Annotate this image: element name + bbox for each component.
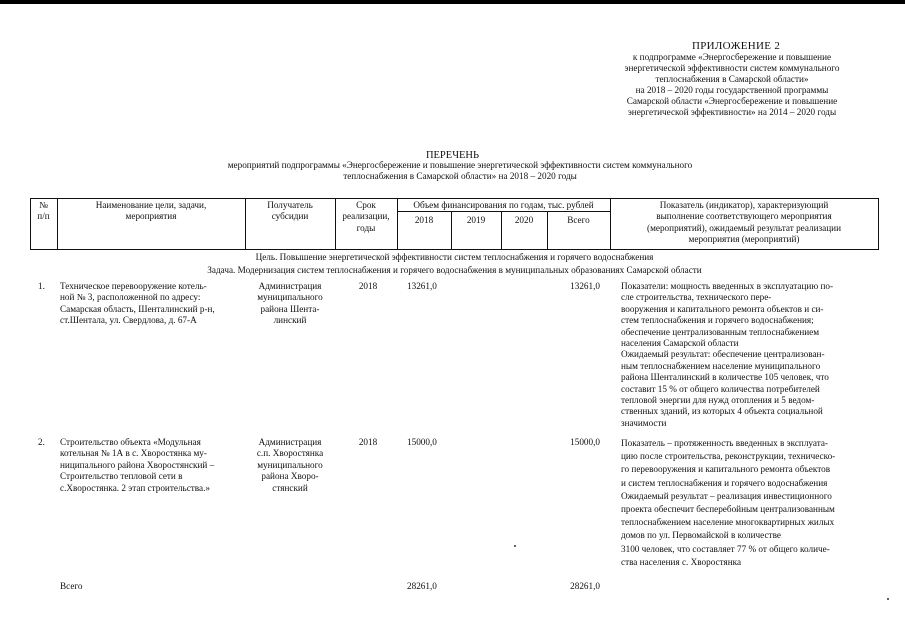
row-1-indicator: Показатели: мощность введенных в эксплуатацию по- сле строительства, технического пере- вооружения и капитального ремонта объектов и си- стем теплоснабжения и горячего водоснабжения; обеспечение централизованным теплоснабжением населения Самарской области Ожидаемый результат: обеспечение централизован- ным теплоснабжением население муниципального района Шенталинский в количестве 105 человек, что составит 15 % от общего количества потребителей тепловой энергии для нужд отопления и 5 ведом- ственных зданий, из которых 4 объекта социальной значимости	[621, 281, 834, 428]
row-1-2018: 13261,0	[407, 281, 437, 291]
appendix-line: Самарской области «Энергосбережение и повышение	[626, 96, 838, 106]
row-1-total: 13261,0	[570, 281, 600, 291]
header-bottom-border	[30, 249, 879, 250]
row-1-term: 2018	[358, 281, 378, 291]
goal-row: Цель. Повышение энергетической эффективности систем теплоснабжения и горячего водоснабжения	[255, 252, 654, 262]
appendix-title: ПРИЛОЖЕНИЕ 2	[692, 40, 781, 52]
header-indicator: Показатель (индикатор), характеризующий выполнение соответствующего мероприятия (мероприятий), ожидаемый результат реализации мероприятия (мероприятий)	[647, 200, 841, 245]
appendix-reference	[588, 52, 876, 118]
header-funding: Объем финансирования по годам, тыс. рублей	[413, 200, 594, 210]
total-label: Всего	[60, 581, 83, 591]
scan-speck	[514, 545, 516, 547]
scan-speck	[887, 598, 889, 600]
table-top-border	[30, 198, 879, 199]
list-subtitle	[160, 160, 760, 182]
header-term: Срок реализации, годы	[342, 200, 390, 233]
subtitle-line: теплоснабжения в Самарской области» на 2018 – 2020 годы	[343, 171, 577, 181]
total-2018: 28261,0	[407, 581, 437, 591]
row-2-name: Строительство объекта «Модульная котельная № 1А в с. Хворостянка му- ниципального района Хворостянский – Строительство тепловой сети в с.Хворостянка. 2 этап строительства.»	[60, 437, 215, 493]
row-2-indicator: Показатель – протяженность введенных в эксплуата- цию после строительства, реконструкции, техническо- го перевооружения и капитального ремонта объектов и систем теплоснабжения и горячего водоснабжения Ожидаемый результат – реализация инвестиционного проекта обеспечит бесперебойным централизованным теплоснабжением население многоквартирных жилых домов по ул. Первомайской в количестве 3100 человек, что составляет 77 % от общего количе- ства населения с. Хворостянка	[621, 438, 836, 567]
task-row: Задача. Модернизация систем теплоснабжения и горячего водоснабжения в муниципальных образованиях Самарской области	[207, 265, 702, 275]
subtitle-line: мероприятий подпрограммы «Энергосбережение и повышение энергетической эффективности систем коммунального	[227, 160, 693, 170]
appendix-line: энергетической эффективности» на 2014 – 2020 годы	[627, 107, 837, 117]
header-year-2020: 2020	[514, 215, 534, 225]
header-recipient: Получатель субсидии	[267, 200, 313, 222]
header-num: № п/п	[37, 200, 50, 222]
appendix-line: энергетической эффективности систем коммунального	[624, 63, 840, 73]
total-sum: 28261,0	[570, 581, 600, 591]
row-2-recipient: Администрация с.п. Хворостянка муниципального района Хворо- стянский	[256, 437, 324, 493]
row-2-total: 15000,0	[570, 437, 600, 447]
col-border-right	[878, 198, 879, 249]
header-year-2019: 2019	[466, 215, 486, 225]
row-1-num: 1.	[38, 281, 45, 291]
row-1-name: Техническое перевооружение котель- ной № 3, расположенной по адресу: Самарская область, Шенталинский р-н, ст.Шентала, ул. Свердлова, д. 67-А	[60, 281, 215, 326]
header-name: Наименование цели, задачи, мероприятия	[95, 200, 207, 222]
row-2-2018: 15000,0	[407, 437, 437, 447]
header-year-2018: 2018	[414, 215, 434, 225]
header-year-total: Всего	[567, 215, 590, 225]
appendix-line: к подпрограмме «Энергосбережение и повышение	[632, 52, 832, 62]
scan-top-border	[0, 0, 905, 4]
appendix-line: на 2018 – 2020 годы государственной программы	[635, 85, 829, 95]
row-2-term: 2018	[358, 437, 378, 447]
row-1-recipient: Администрация муниципального района Шента- линский	[257, 281, 323, 326]
list-title: ПЕРЕЧЕНЬ	[425, 150, 480, 161]
appendix-line: теплоснабжения в Самарской области»	[655, 74, 809, 84]
row-2-num: 2.	[38, 437, 45, 447]
